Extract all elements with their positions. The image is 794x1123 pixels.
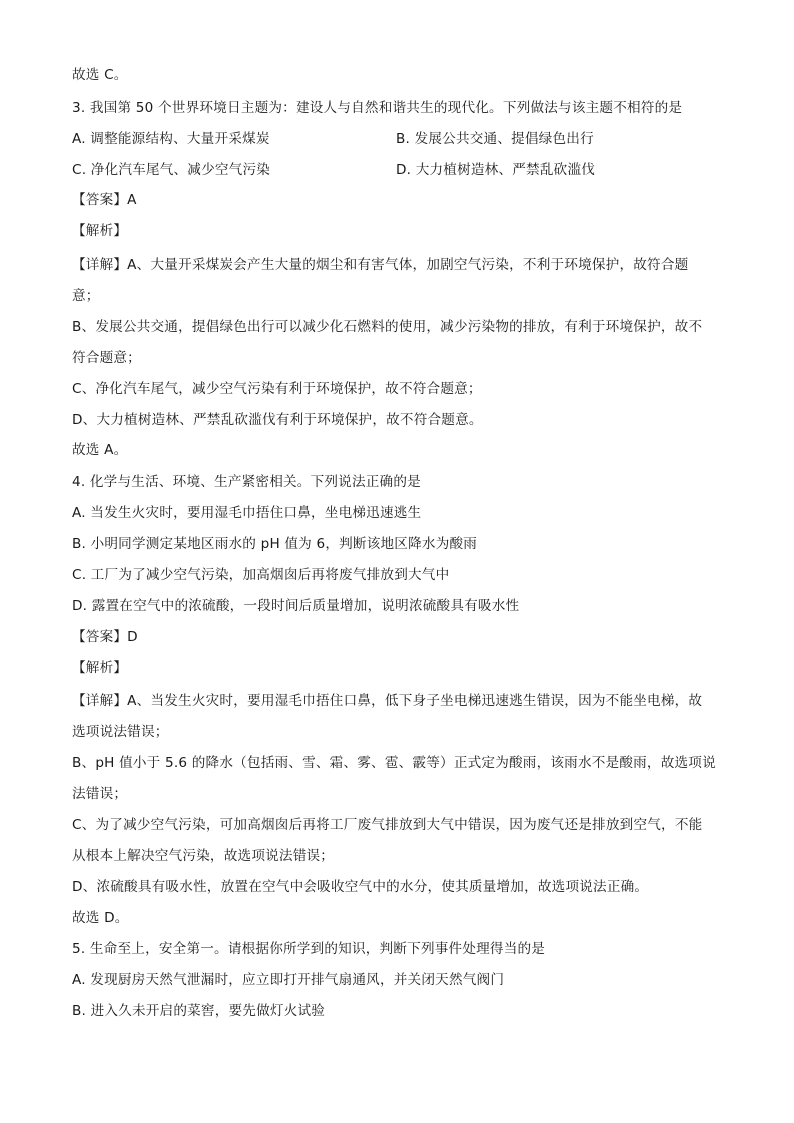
q3-detail-d: D、大力植树造林、严禁乱砍滥伐有利于环境保护，故不符合题意。 (72, 412, 483, 428)
q3-detail-a-line2: 意； (72, 288, 100, 304)
q4-option-d: D. 露置在空气中的浓硫酸，一段时间后质量增加，说明浓硫酸具有吸水性 (72, 598, 520, 614)
q3-option-c: C. 净化汽车尾气、减少空气污染 (72, 162, 271, 178)
q3-answer: 【答案】A (72, 192, 137, 208)
q3-option-b: B. 发展公共交通、提倡绿色出行 (396, 131, 594, 147)
q4-detail-c-line2: 从根本上解决空气污染，故选项说法错误； (72, 848, 335, 864)
q4-conclusion: 故选 D。 (72, 910, 129, 926)
q3-detail-b-line1: B、发展公共交通，提倡绿色出行可以减少化石燃料的使用，减少污染物的排放，有利于环境保护，故不 (72, 319, 703, 335)
q5-option-a: A. 发现厨房天然气泄漏时，应立即打开排气扇通风，并关闭天然气阀门 (72, 972, 505, 988)
q3-detail-c: C、净化汽车尾气，减少空气污染有利于环境保护，故不符合题意； (72, 381, 482, 397)
q3-stem: 3. 我国第 50 个世界环境日主题为：建设人与自然和谐共生的现代化。下列做法与该主题不相符的是 (72, 100, 683, 116)
q3-analysis-heading: 【解析】 (72, 223, 128, 239)
q3-option-d: D. 大力植树造林、严禁乱砍滥伐 (396, 162, 596, 178)
q3-conclusion: 故选 A。 (72, 442, 128, 458)
q4-detail-d: D、浓硫酸具有吸水性，放置在空气中会吸收空气中的水分，使其质量增加，故选项说法正确。 (72, 879, 649, 895)
q5-stem: 5. 生命至上，安全第一。请根据你所学到的知识，判断下列事件处理得当的是 (72, 941, 546, 957)
q4-option-a: A. 当发生火灾时，要用湿毛巾捂住口鼻，坐电梯迅速逃生 (72, 505, 422, 521)
q4-detail-b-line1: B、pH 值小于 5.6 的降水（包括雨、雪、霜、雾、雹、霰等）正式定为酸雨，该雨水不是酸雨，故选项说 (72, 755, 716, 771)
q4-detail-c-line1: C、为了减少空气污染，可加高烟囱后再将工厂废气排放到大气中错误，因为废气还是排放到空气，不能 (72, 817, 703, 833)
q4-answer: 【答案】D (72, 629, 138, 645)
q5-option-b: B. 进入久未开启的菜窖，要先做灯火试验 (72, 1003, 326, 1019)
q4-stem: 4. 化学与生活、环境、生产紧密相关。下列说法正确的是 (72, 474, 421, 490)
q4-detail-a-line2: 选项说法错误； (72, 724, 169, 740)
q2-conclusion: 故选 C。 (72, 67, 128, 83)
q4-detail-a-line1: 【详解】A、当发生火灾时，要用湿毛巾捂住口鼻，低下身子坐电梯迅速逃生错误，因为不能坐电梯，故 (72, 693, 703, 709)
q3-option-a: A. 调整能源结构、大量开采煤炭 (72, 131, 270, 147)
q3-detail-a-line1: 【详解】A、大量开采煤炭会产生大量的烟尘和有害气体，加剧空气污染，不利于环境保护，故符合题 (72, 257, 689, 273)
q3-detail-b-line2: 符合题意； (72, 350, 141, 366)
q4-option-c: C. 工厂为了减少空气污染，加高烟囱后再将废气排放到大气中 (72, 567, 450, 583)
q4-option-b: B. 小明同学测定某地区雨水的 pH 值为 6，判断该地区降水为酸雨 (72, 536, 478, 552)
q4-detail-b-line2: 法错误； (72, 786, 128, 802)
q4-analysis-heading: 【解析】 (72, 660, 128, 676)
